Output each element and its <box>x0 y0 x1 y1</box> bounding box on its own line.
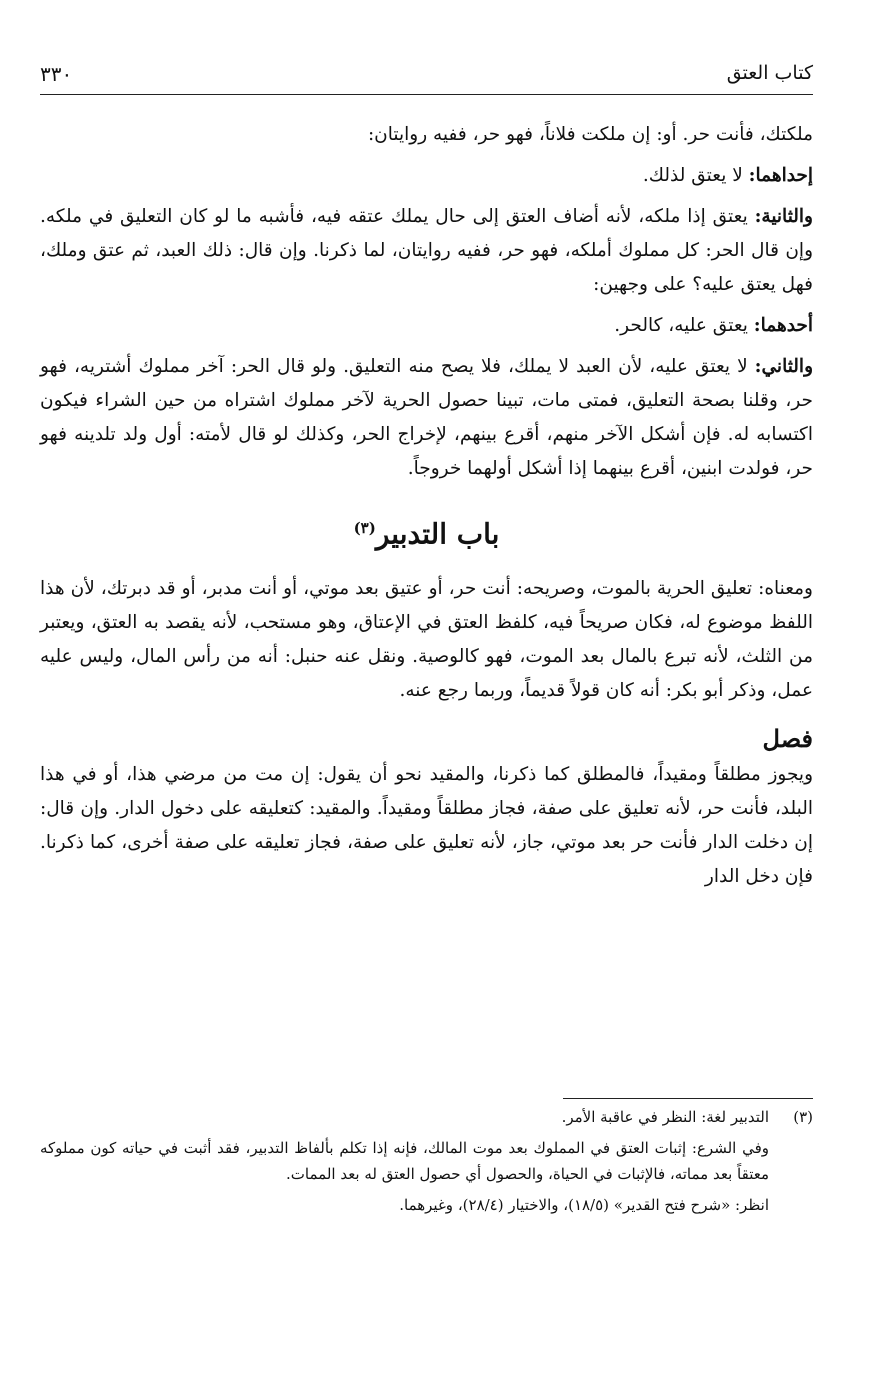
footnote-text: التدبير لغة: النظر في عاقبة الأمر. <box>561 1108 769 1126</box>
paragraph <box>40 758 813 894</box>
paragraph-text: ومعناه: تعليق الحرية بالموت، وصريحه: أنت حر، أو عتيق بعد موتي، أو أنت مدبر، أو قد دبرتك، لأن هذا اللفظ موضوع له، فكان صريحاً فيه، كلفظ العتق في الإعتاق، وهو مستحب، لأنه يقصد به العتق، ويعتبر من الثلث، لأنه تبرع بالمال بعد الموت، فهو كالوصية. ونقل عنه حنبل: أنه من رأس المال، وليس عليه عمل، وذكر أبو بكر: أنه كان قولاً قديماً، وربما رجع عنه. <box>40 578 813 702</box>
running-title: كتاب العتق <box>726 62 813 84</box>
footnote-reference[interactable]: (٣) <box>353 519 376 537</box>
paragraph-text: ويجوز مطلقاً ومقيداً، فالمطلق كما ذكرنا، والمقيد نحو أن يقول: إن مت من مرضي هذا، أو في هذا البلد، فأنت حر، لأنه تعليق على صفة، فجاز مطلقاً ومقيداً. والمقيد: كتعليقه على دخول الدار. وإن قال: إن دخلت الدار فأنت حر بعد موتي، جاز، لأنه تعليق على صفة، فجاز تعليقه على صفة أخرى، كما ذكرنا. فإن دخل الدار <box>40 764 813 888</box>
running-header <box>40 60 813 95</box>
paragraph <box>40 309 813 343</box>
paragraph-lead: إحداهما: <box>748 165 813 186</box>
chapter-heading <box>40 508 813 554</box>
paragraph-text: ملكتك، فأنت حر. أو: إن ملكت فلاناً، فهو حر، ففيه روايتان: <box>367 124 813 145</box>
paragraph-text: يعتق عليه، كالحر. <box>614 315 754 336</box>
footnote-text: وفي الشرع: إثبات العتق في المملوك بعد موت المالك، فإنه إذا تكلم بألفاظ التدبير، فقد أثبت في حياته كون مملوكه معتقاً بعد مماته، فالإثبات في الحياة، والحصول أي حصول العتق له بعد الممات. <box>40 1139 769 1183</box>
paragraph <box>40 350 813 486</box>
section-heading: فصل <box>762 724 813 754</box>
paragraph-lead: والثانية: <box>754 206 813 227</box>
paragraph <box>40 159 813 193</box>
book-page <box>40 0 813 1374</box>
paragraph-text: يعتق إذا ملكه، لأنه أضاف العتق إلى حال يملك عتقه فيه، فأشبه ما لو كان التعليق في ملكه. وإن قال الحر: كل مملوك أملكه، فهو حر، ففيه روايتان، لما ذكرنا. وإن قال: ذلك العبد، ثم عتق وملك، فهل يعتق عليه؟ على وجهين: <box>40 206 813 295</box>
paragraph-lead: والثاني: <box>754 356 813 377</box>
paragraph <box>40 200 813 302</box>
page-number: ٣٣٠ <box>40 62 73 86</box>
paragraph <box>40 572 813 708</box>
paragraph-text: لا يعتق عليه، لأن العبد لا يملك، فلا يصح منه التعليق. ولو قال الحر: آخر مملوك أشتريه، فهو حر، وقلنا بصحة التعليق، فمتى مات، تبينا حصول الحرية لآخر مملوك اشتراه من حين الشراء فيكون اكتسابه له. فإن أشكل الآخر منهم، أقرع بينهم، لإخراج الحر، وكذلك لو قال لأمته: أول ولد تلدينه فهو حر، فولدت ابنين، أقرع بينهما إذا أشكل أولهما خروجاً. <box>40 356 813 479</box>
chapter-title: باب التدبير <box>375 517 500 551</box>
footnotes <box>40 1104 813 1223</box>
footnote-divider <box>563 1098 813 1099</box>
footnote <box>40 1104 813 1130</box>
paragraph-text: لا يعتق لذلك. <box>642 165 749 186</box>
paragraph <box>40 118 813 152</box>
paragraph-lead: أحدهما: <box>753 315 813 336</box>
footnote-text: انظر: «شرح فتح القدير» (١٨/٥)، والاختيار (٢٨/٤)، وغيرهما. <box>399 1196 769 1214</box>
main-text <box>40 118 813 901</box>
footnote-marker: (٣) <box>793 1108 813 1126</box>
